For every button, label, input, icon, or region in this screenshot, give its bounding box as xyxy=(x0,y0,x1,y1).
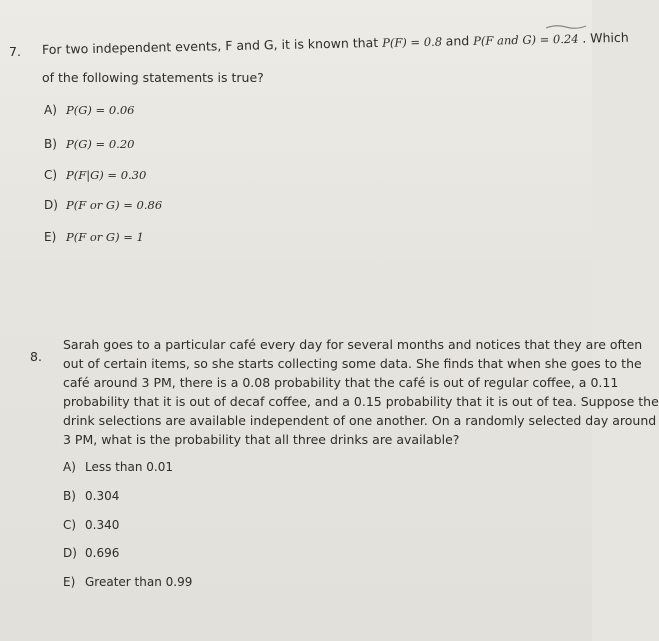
choice-b[interactable] xyxy=(44,137,134,151)
question-number: 7. xyxy=(9,44,21,59)
question-8-line-5: drink selections are available independent of one another. On a randomly selected day around xyxy=(63,413,657,428)
choice-c[interactable] xyxy=(63,518,119,532)
question-8-line-4: probability that it is out of decaf coffee, and a 0.15 probability that it is out of tea. Suppose the xyxy=(63,394,659,409)
question-7-line-1 xyxy=(42,30,629,57)
choice-letter: A) xyxy=(44,103,57,117)
choice-letter: B) xyxy=(44,137,57,151)
choice-d[interactable] xyxy=(63,546,119,560)
choice-letter: C) xyxy=(63,518,77,532)
pencil-mark-icon xyxy=(544,22,588,32)
choice-text: P(F or G) = 1 xyxy=(66,230,144,244)
question-7-line-2: of the following statements is true? xyxy=(42,70,264,85)
choice-a[interactable] xyxy=(63,460,173,474)
given-probability-f-and-g: P(F and G) = 0.24 xyxy=(473,31,579,48)
choice-text: 0.696 xyxy=(85,546,120,560)
given-probability-f: P(F) = 0.8 xyxy=(381,34,443,50)
choice-a[interactable] xyxy=(44,103,134,117)
choice-letter: D) xyxy=(63,546,77,560)
choice-text: 0.340 xyxy=(85,518,120,532)
choice-c[interactable] xyxy=(44,168,146,182)
question-8-line-3: café around 3 PM, there is a 0.08 probability that the café is out of regular coffee, a 0.11 xyxy=(63,375,619,390)
choice-text: P(F or G) = 0.86 xyxy=(66,198,163,212)
choice-letter: E) xyxy=(44,230,57,244)
choice-text: 0.304 xyxy=(85,489,120,503)
choice-letter: A) xyxy=(63,460,76,474)
question-8-line-1: Sarah goes to a particular café every day for several months and notices that they are often xyxy=(63,337,643,352)
choice-b[interactable] xyxy=(63,489,119,503)
choice-letter: B) xyxy=(63,489,76,503)
question-text: and xyxy=(445,33,470,49)
choice-d[interactable] xyxy=(44,198,162,212)
choice-text: P(G) = 0.20 xyxy=(66,137,135,151)
choice-e[interactable] xyxy=(44,230,144,244)
choice-text: Less than 0.01 xyxy=(85,460,173,474)
choice-letter: D) xyxy=(44,198,58,212)
question-8-line-6: 3 PM, what is the probability that all three drinks are available? xyxy=(63,432,460,447)
question-text: . Which xyxy=(582,29,629,46)
question-number: 8. xyxy=(30,349,42,364)
choice-text: Greater than 0.99 xyxy=(85,575,193,589)
choice-text: P(G) = 0.06 xyxy=(66,103,135,117)
choice-letter: C) xyxy=(44,168,58,182)
choice-e[interactable] xyxy=(63,575,192,589)
question-text: For two independent events, F and G, it is known that xyxy=(41,34,379,57)
choice-text: P(F|G) = 0.30 xyxy=(66,168,147,182)
choice-letter: E) xyxy=(63,575,76,589)
question-8-line-2: out of certain items, so she starts collecting some data. She finds that when she goes to the xyxy=(63,356,642,371)
